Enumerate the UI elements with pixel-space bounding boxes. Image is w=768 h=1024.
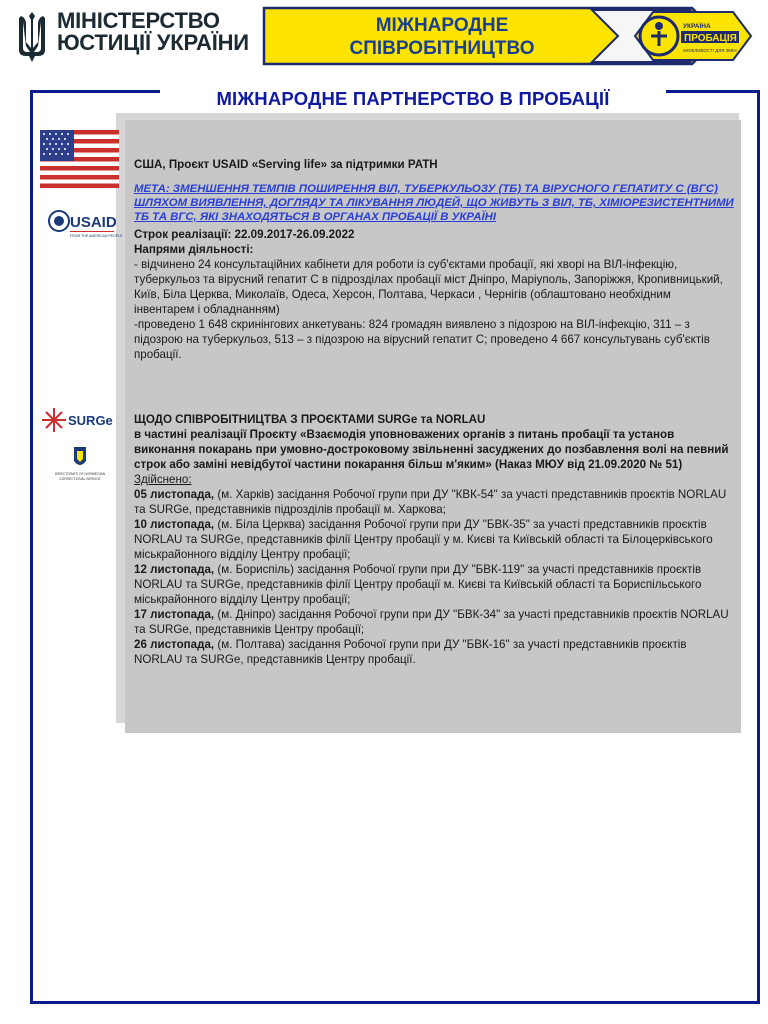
event-text: (м. Дніпро) засідання Робочої групи при ДУ "БВК-34" за участі представників проєктів NORLAU та SURGe, представників Центру пробації; (134, 608, 729, 636)
banner-line-1: МІЖНАРОДНЕ (375, 15, 509, 36)
event-text: (м. Біла Церква) засідання Робочої групи при ДУ "БВК-35" за участі представників проєктів NORLAU та SURGe, представників філії Центру пробації у м. Києві та Київській області та Білоцерківського міськрайонного відділу Центру пробації; (134, 518, 713, 561)
block1-goal-text: МЕТА: ЗМЕНШЕННЯ ТЕМПІВ ПОШИРЕННЯ ВІЛ, ТУБЕРКУЛЬОЗУ (ТБ) ТА ВІРУСНОГО ГЕПАТИТУ С (ВГС) ШЛЯХОМ ВИЯВЛЕННЯ, ДОГЛЯДУ ТА ЛІКУВАННЯ ЛЮДЕЙ, ЩО ЖИВУТЬ З ВІЛ, ТБ, ХІМІОРЕЗИСТЕНТНИМИ ТБ ТА ВГС, ЯКІ ЗНАХОДЯТЬСЯ В ОРГАНАХ ПРОБАЦІЇ В УКРАЇНІ (134, 183, 734, 223)
logo-top-text: УКРАЇНА (683, 23, 711, 30)
section-banner-title (272, 14, 612, 60)
event-text: (м. Бориспіль) засідання Робочої групи при ДУ "БВК-119" за участі представників проєктів NORLAU та SURGe, представників філії Центру пробації м. Києві та Київській області та Бориспільського міськрайонного відділу Центру пробації; (134, 563, 702, 606)
block1-directions-label: Напрями діяльності: (134, 243, 254, 256)
surge-word: SURGe (68, 413, 113, 428)
dnc-line-1: DIRECTORATE OF NORWEGIAN (54, 472, 106, 476)
event-date: 12 листопада, (134, 563, 215, 576)
block2-title: ЩОДО СПІВРОБІТНИЦТВА З ПРОЄКТАМИ SURGe та NORLAU (134, 413, 486, 426)
event-item (134, 487, 734, 517)
event-item (134, 562, 734, 607)
ministry-line-1: МІНІСТЕРСТВО (57, 8, 220, 33)
event-text: (м. Полтава) засідання Робочої групи при ДУ "БВК-16" за участі представників проєктів NORLAU та SURGe, представників Центру пробації. (134, 638, 687, 666)
block1-term: Строк реалізації: 22.09.2017-26.09.2022 (134, 228, 355, 241)
block1-item-2: -проведено 1 648 скринінгових анкетувань: 824 громадян виявлено з підозрою на ВІЛ-інфекцію, 311 – з підозрою на туберкульоз, 513 – з підозрою на вірусний гепатит С; проведено 4 667 консультувань суб'єктів пробації. (134, 318, 710, 361)
logo-main-text: ПРОБАЦІЯ (684, 33, 737, 44)
block2 (134, 412, 734, 667)
banner-line-2: СПІВРОБІТНИЦТВО (349, 38, 535, 59)
usaid-word: USAID (70, 214, 117, 231)
event-item (134, 637, 734, 667)
ministry-name (57, 10, 249, 54)
event-date: 17 листопада, (134, 608, 215, 621)
block1-goal (134, 182, 734, 224)
event-item (134, 607, 734, 637)
event-date: 26 листопада, (134, 638, 215, 651)
event-text: (м. Харків) засідання Робочої групи при ДУ "КВК-54" за участі представників проєктів NORLAU та SURGe, представників підрозділів пробації м. Харкова; (134, 488, 727, 516)
event-date: 10 листопада, (134, 518, 215, 531)
block2-done-label: Здійснено: (134, 473, 192, 486)
page-title: МІЖНАРОДНЕ ПАРТНЕРСТВО В ПРОБАЦІЇ (216, 88, 610, 109)
event-item (134, 517, 734, 562)
block2-subtitle: в частині реалізації Проєкту «Взаємодія уповноважених органів з питань пробації та установ виконання покарань при умовно-достроковому звільненні засуджених до позбавлення волі на певний строк або заміні невідбутої частини покарання більш м'яким» (Наказ МЮУ від 21.09.2020 № 51) (134, 428, 729, 471)
logo-sub-text: МОЖЛИВОСТІ ДЛЯ ЗМІН (683, 48, 737, 53)
usaid-sub: FROM THE AMERICAN PEOPLE (70, 234, 123, 238)
dnc-line-2: CORRECTIONAL SERVICE (59, 477, 101, 481)
event-date: 05 листопада, (134, 488, 215, 501)
block1-title: США, Проєкт USAID «Serving life» за підтримки PATH (134, 158, 438, 171)
norwegian-correctional-logo-icon (50, 445, 110, 487)
block1 (134, 157, 734, 362)
usaid-logo-icon (48, 204, 123, 244)
surge-logo-icon (42, 406, 118, 436)
block1-item-1: - відчинено 24 консультаційних кабінети для роботи із суб'єктами пробації, які хворі на ВІЛ-інфекцію, туберкульоз та вірусний гепатит С в підрозділах пробації міст Дніпро, Маріуполь, Запоріжжя, Кропивницький, Київ, Біла Церква, Миколаїв, Одеса, Херсон, Полтава, Черкаси , Чернігів (облаштовано необхідним інвентарем і обладнанням) (134, 258, 723, 316)
probation-logo-icon (633, 10, 753, 62)
trident-emblem-icon (16, 10, 48, 64)
us-flag-icon (40, 130, 119, 188)
ministry-line-2: ЮСТИЦІЇ УКРАЇНИ (57, 30, 249, 55)
